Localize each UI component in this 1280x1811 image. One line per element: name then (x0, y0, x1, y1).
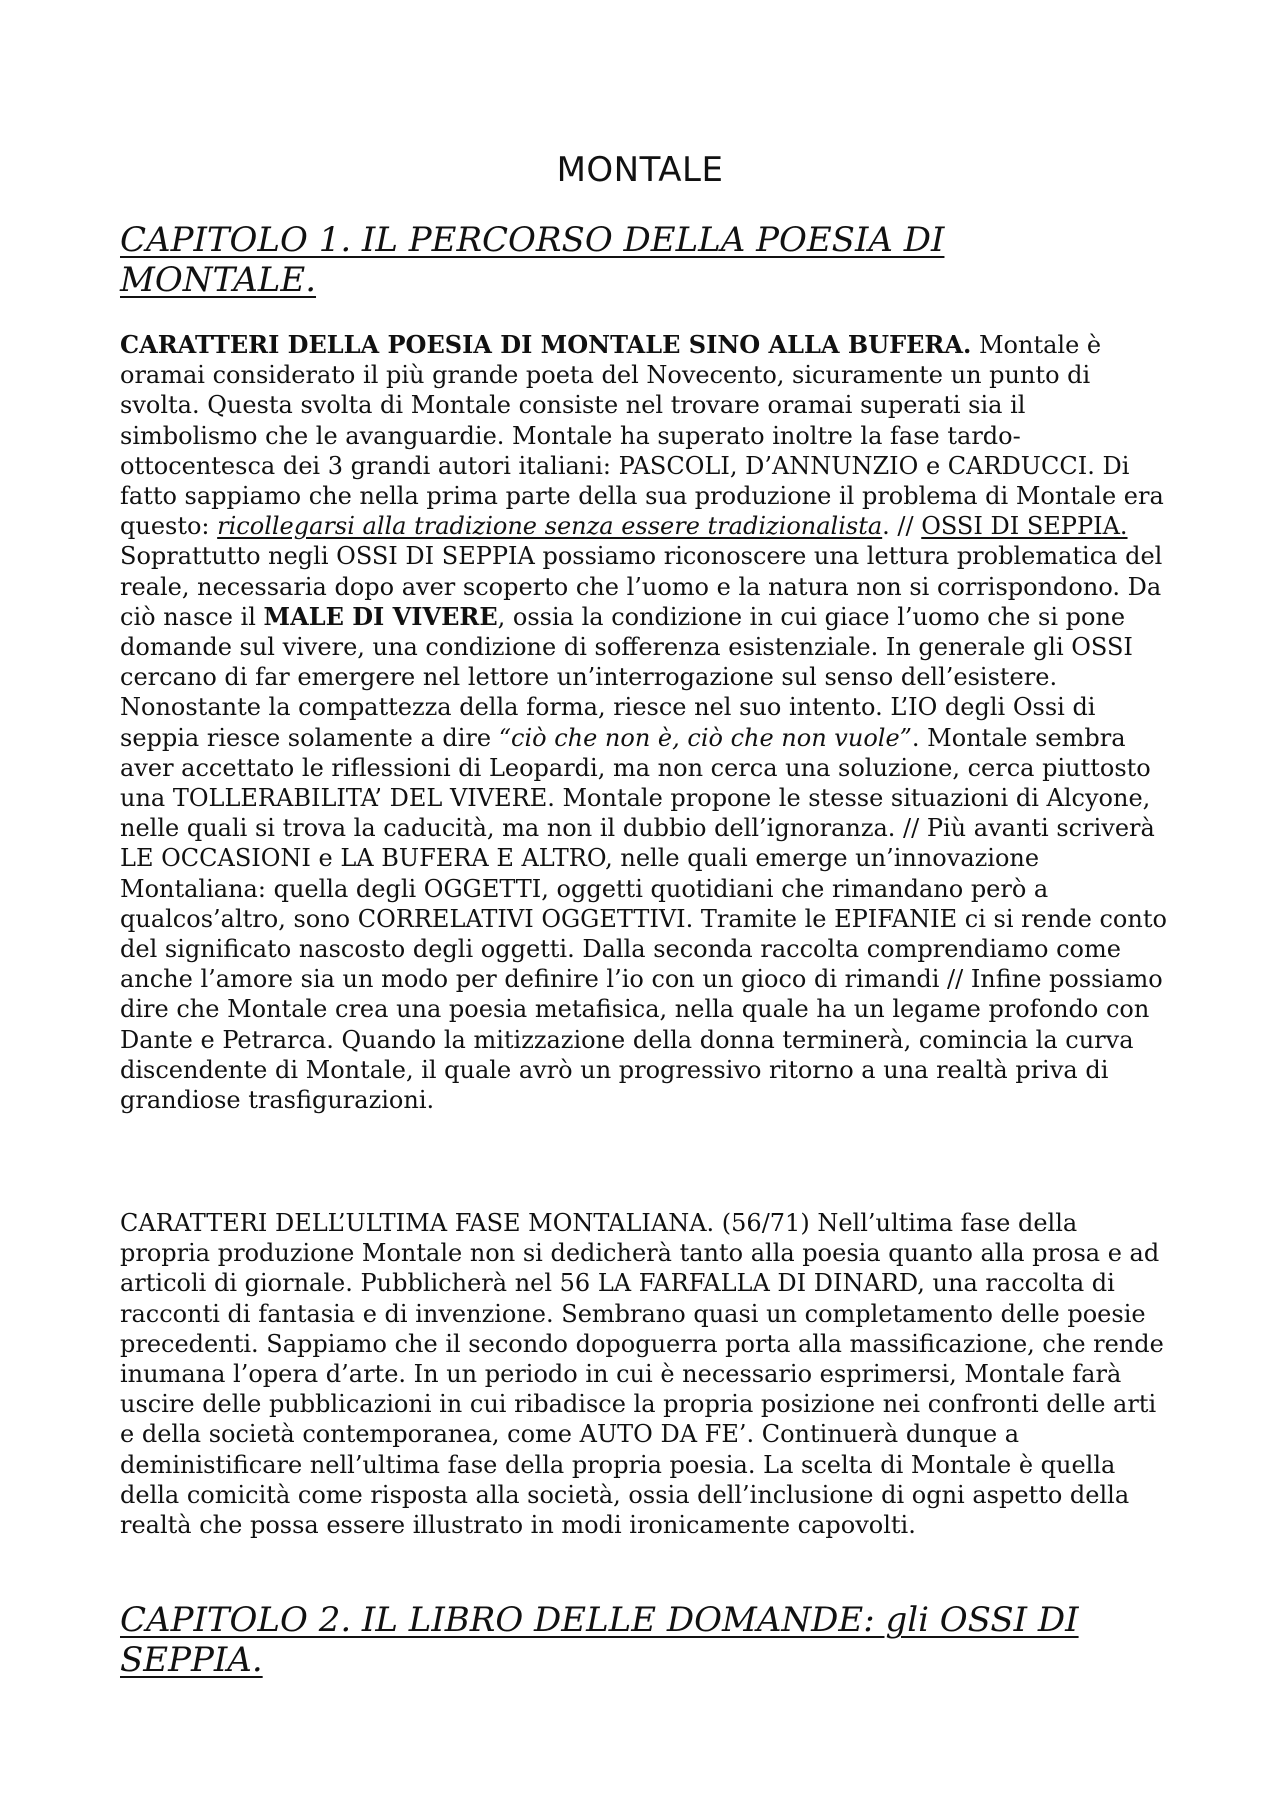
male-di-vivere-bold: MALE DI VIVERE (263, 601, 498, 631)
section-1-text-3: Soprattutto negli OSSI DI SEPPIA possiamo riconoscere una lettura problematica del reale, necessaria dopo aver scoperto che l’uomo e la natura non si corrispondono. Da ciò nasce il (120, 542, 1163, 631)
document-title: MONTALE (556, 150, 724, 190)
ossi-di-seppia-underlined: OSSI DI SEPPIA. (921, 512, 1128, 541)
quote-tradizione: ricollegarsi alla tradizione senza essere tradizionalista (217, 512, 883, 541)
section-1-heading: CARATTERI DELLA POESIA DI MONTALE SINO ALLA BUFERA. (120, 330, 972, 359)
section-1-text-2: . // (882, 512, 922, 541)
section-1-text-5: . Montale sembra aver accettato le riflessioni di Leopardi, ma non cerca una soluzione, cerca piuttosto una TOLLERABILITA’ DEL VIVERE. Montale propone le stesse situazioni di Alcyone, nelle quali si trova la caducità, ma non il dubbio dell’ignoranza. // Più avanti scriverà LE OCCASIONI e LA BUFERA E ALTRO, nelle quali emerge un’innovazione Montaliana: quella degli OGGETTI, oggetti quotidiani che rimandano però a qualcos’altro, sono CORRELATIVI OGGETTIVI. Tramite le EPIFANIE ci si rende conto del significato nascosto degli oggetti. Dalla seconda raccolta comprendiamo come anche l’amore sia un modo per definire l’io con un gioco di rimandi // Infine possiamo dire che Montale crea una poesia metafisica, nella quale ha un legame profondo con Dante e Petrarca. Quando la mitizzazione della donna terminerà, comincia la curva discendente di Montale, il quale avrò un progressivo ritorno a una realtà priva di grandiose trasfigurazioni. (120, 723, 1167, 1115)
section-1-text-4: , ossia la condizione in cui giace l’uomo che si pone domande sul vivere, una condizione di sofferenza esistenziale. In generale gli OSSI cercano di far emergere nel lettore un’interrogazione sul senso dell’esistere. Nonostante la compattezza della forma, riesce nel suo intento. L’IO degli Ossi di seppia riesce solamente a dire (120, 602, 1133, 752)
section-1-text-1: Montale è oramai considerato il più grande poeta del Novecento, sicuramente un punto di svolta. Questa svolta di Montale consiste nel trovare oramai superati sia il simbolismo che le avanguardie. Montale ha superato inoltre la fase tardo-ottocentesca dei 3 grandi autori italiani: PASCOLI, D’ANNUNZIO e CARDUCCI. Di fatto sappiamo che nella prima parte della sua produzione il problema di Montale era questo: (120, 331, 1164, 541)
chapter-2-heading: CAPITOLO 2. IL LIBRO DELLE DOMANDE: gli OSSI DI SEPPIA. (120, 1600, 1079, 1680)
section-1-paragraph (120, 330, 1170, 1115)
chapter-1-heading: CAPITOLO 1. IL PERCORSO DELLA POESIA DI MONTALE. (120, 220, 945, 300)
quote-cio-che-non-e: “ciò che non è, ciò che non vuole” (498, 723, 912, 752)
section-2-paragraph: CARATTERI DELL’ULTIMA FASE MONTALIANA. (56/71) Nell’ultima fase della propria produzione Montale non si dedicherà tanto alla poesia quanto alla prosa e ad articoli di giornale. Pubblicherà nel 56 LA FARFALLA DI DINARD, una raccolta di racconti di fantasia e di invenzione. Sembrano quasi un completamento delle poesie precedenti. Sappiamo che il secondo dopoguerra porta alla massificazione, che rende inumana l’opera d’arte. In un periodo in cui è necessario esprimersi, Montale farà uscire delle pubblicazioni in cui ribadisce la propria posizione nei confronti delle arti e della società contemporanea, come AUTO DA FE’. Continuerà dunque a deministificare nell’ultima fase della propria poesia. La scelta di Montale è quella della comicità come risposta alla società, ossia dell’inclusione di ogni aspetto della realtà che possa essere illustrato in modi ironicamente capovolti. (120, 1209, 1164, 1540)
